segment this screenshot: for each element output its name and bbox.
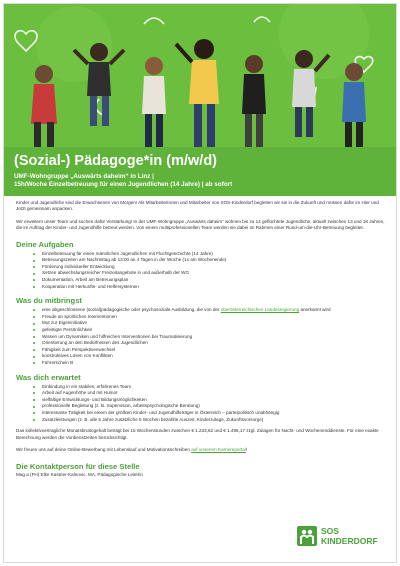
list-item: Betreuungszeiten am Nachmittag ab 13:00 an 4 Tagen in der Woche (1x am Wochenende) (33, 257, 388, 264)
job-posting-page (3, 3, 397, 563)
list-item: gefestigte Persönlichkeit (33, 327, 388, 334)
list-item: Förderung individueller Entwicklung (33, 264, 388, 271)
intro-paragraph-1: Kinder und Jugendliche sind die Erwachsenen von Morgen! Als Mitarbeiterinnen und Mitarbeiter von SOS-Kinderdorf begleiten wir sie in die Zukunft und müssen dafür im Hier und Jetzt gemeinsam anpacken. (16, 200, 379, 212)
job-subtitle-line1: UMF-Wohngruppe „Auswärts daheim“ in Linz | (14, 173, 154, 180)
section-heading-requirements: Was du mitbringst (16, 296, 82, 306)
job-subtitle-line2: 15h/Woche Einzelbetreuung für einen Jugendlichen (14 Jahre) | ab sofort (14, 181, 233, 188)
list-item: Einbindung in ein stabiles, erfahrenes Team (33, 384, 388, 391)
requirements-list (33, 307, 388, 366)
section-heading-benefits: Was dich erwartet (16, 372, 81, 382)
hero-illustration (4, 4, 397, 149)
list-item: Wissen um Dynamiken und hilfreichen Interventionen bei Traumatisierung (33, 334, 388, 341)
list-item: Fähigkeit zum Perspektivenwechsel (33, 347, 388, 354)
sos-logo-icon (297, 526, 317, 546)
list-item: vielfältige Entwicklungs- und Bildungsmöglichkeiten (33, 397, 388, 404)
list-item: konstruktives Lösen von Konflikten (33, 353, 388, 360)
logo-text-sos: SOS (321, 526, 339, 536)
contact-person: Mag.a (FH) Elke Kastner-Kalnovic, MA, Pädagogische Leiterin (16, 472, 143, 478)
list-item: Führerschein B (33, 360, 388, 367)
tasks-list (33, 251, 388, 291)
list-item: Einzelbetreuung für einen männlichen Jugendlichen mit Fluchtgeschichte (14 Jahre) (33, 251, 388, 258)
intro-paragraph-2: Wir erweitern unser Team und suchen dafür Verstärkung! In der UMF-Wohngruppe „Auswärts daheim“ wohnen bis zu 14 geflüchtete Jugendliche, aktuell zwischen 13 und 18 Jahren, die im Auftrag der Kinder- und Jugendhilfe betreut werden. Von einem multiprofessionellen Team werden sie dabei im Rahmen einer Rund-um-die-Uhr-Betreuung begleitet. (16, 218, 385, 231)
list-item: Orientierung an den Bedürfnissen des Jugendlichen (33, 340, 388, 347)
apply-paragraph: Wir freuen uns auf deine Online-Bewerbung mit Lebenslauf und Motivationsschreiben auf unserem Karriereportal! (16, 446, 248, 452)
list-item: Arbeit auf Augenhöhe und mit Humor (33, 390, 388, 397)
list-item: Mut zur Eigeninitiative (33, 320, 388, 327)
hero-photo-collage (4, 4, 397, 149)
list-item: professionelle Begleitung (z. B. Supervision, arbeitspsychologische Beratung) (33, 403, 388, 410)
list-item: eine abgeschlossene (sozial)pädagogische oder psychosoziale Ausbildung, die von der oberösterreichischen Landesregierung anerkannt wird (33, 307, 388, 314)
job-content (16, 200, 388, 479)
list-item: Setzen abwechslungsreicher Freizeitangebote in und außerhalb der WG (33, 270, 388, 277)
section-heading-tasks: Deine Aufgaben (16, 239, 74, 249)
list-item: Freude an sportlichen Interventionen (33, 314, 388, 321)
job-title: (Sozial-) Pädagoge*in (m/w/d) (14, 153, 218, 169)
sos-kinderdorf-logo (297, 524, 377, 550)
title-banner (4, 147, 397, 196)
salary-paragraph: Das kollektivvertragliche Monatsbruttogehalt beträgt bei 15 Wochenstunden zwischen € 1.233,62 und € 1.495,17 zzgl. Zulagen für Nacht- und Wochenenddienste. Für eine exakte Berechnung werden die Vordienstzeiten berücksichtigt. (16, 428, 379, 440)
logo-text-kinderdorf: KINDERDORF (321, 536, 378, 546)
list-item: interessante Tätigkeit bei einem der größten Kinder- und Jugendhilfeträger in Österreich – parteipolitisch unabhängig (33, 410, 388, 417)
career-portal-link[interactable]: auf unserem Karriereportal (191, 446, 246, 452)
list-item: Zusatzleistungen (z. B. alle 5 Jahre zusätzliche 5 Wochen bezahlte Auszeit, Kinderzulage, Zukunftsvorsorge) (33, 417, 388, 424)
state-government-link[interactable]: oberösterreichischen Landesregierung (220, 307, 300, 313)
section-heading-contact: Die Kontaktperson für diese Stelle (16, 462, 140, 472)
list-item: Dokumentation, Arbeit am Betreuungsplan (33, 277, 388, 284)
benefits-list (33, 384, 388, 424)
list-item: Kooperation mit Herkunfts- und Helfersystemen (33, 284, 388, 291)
